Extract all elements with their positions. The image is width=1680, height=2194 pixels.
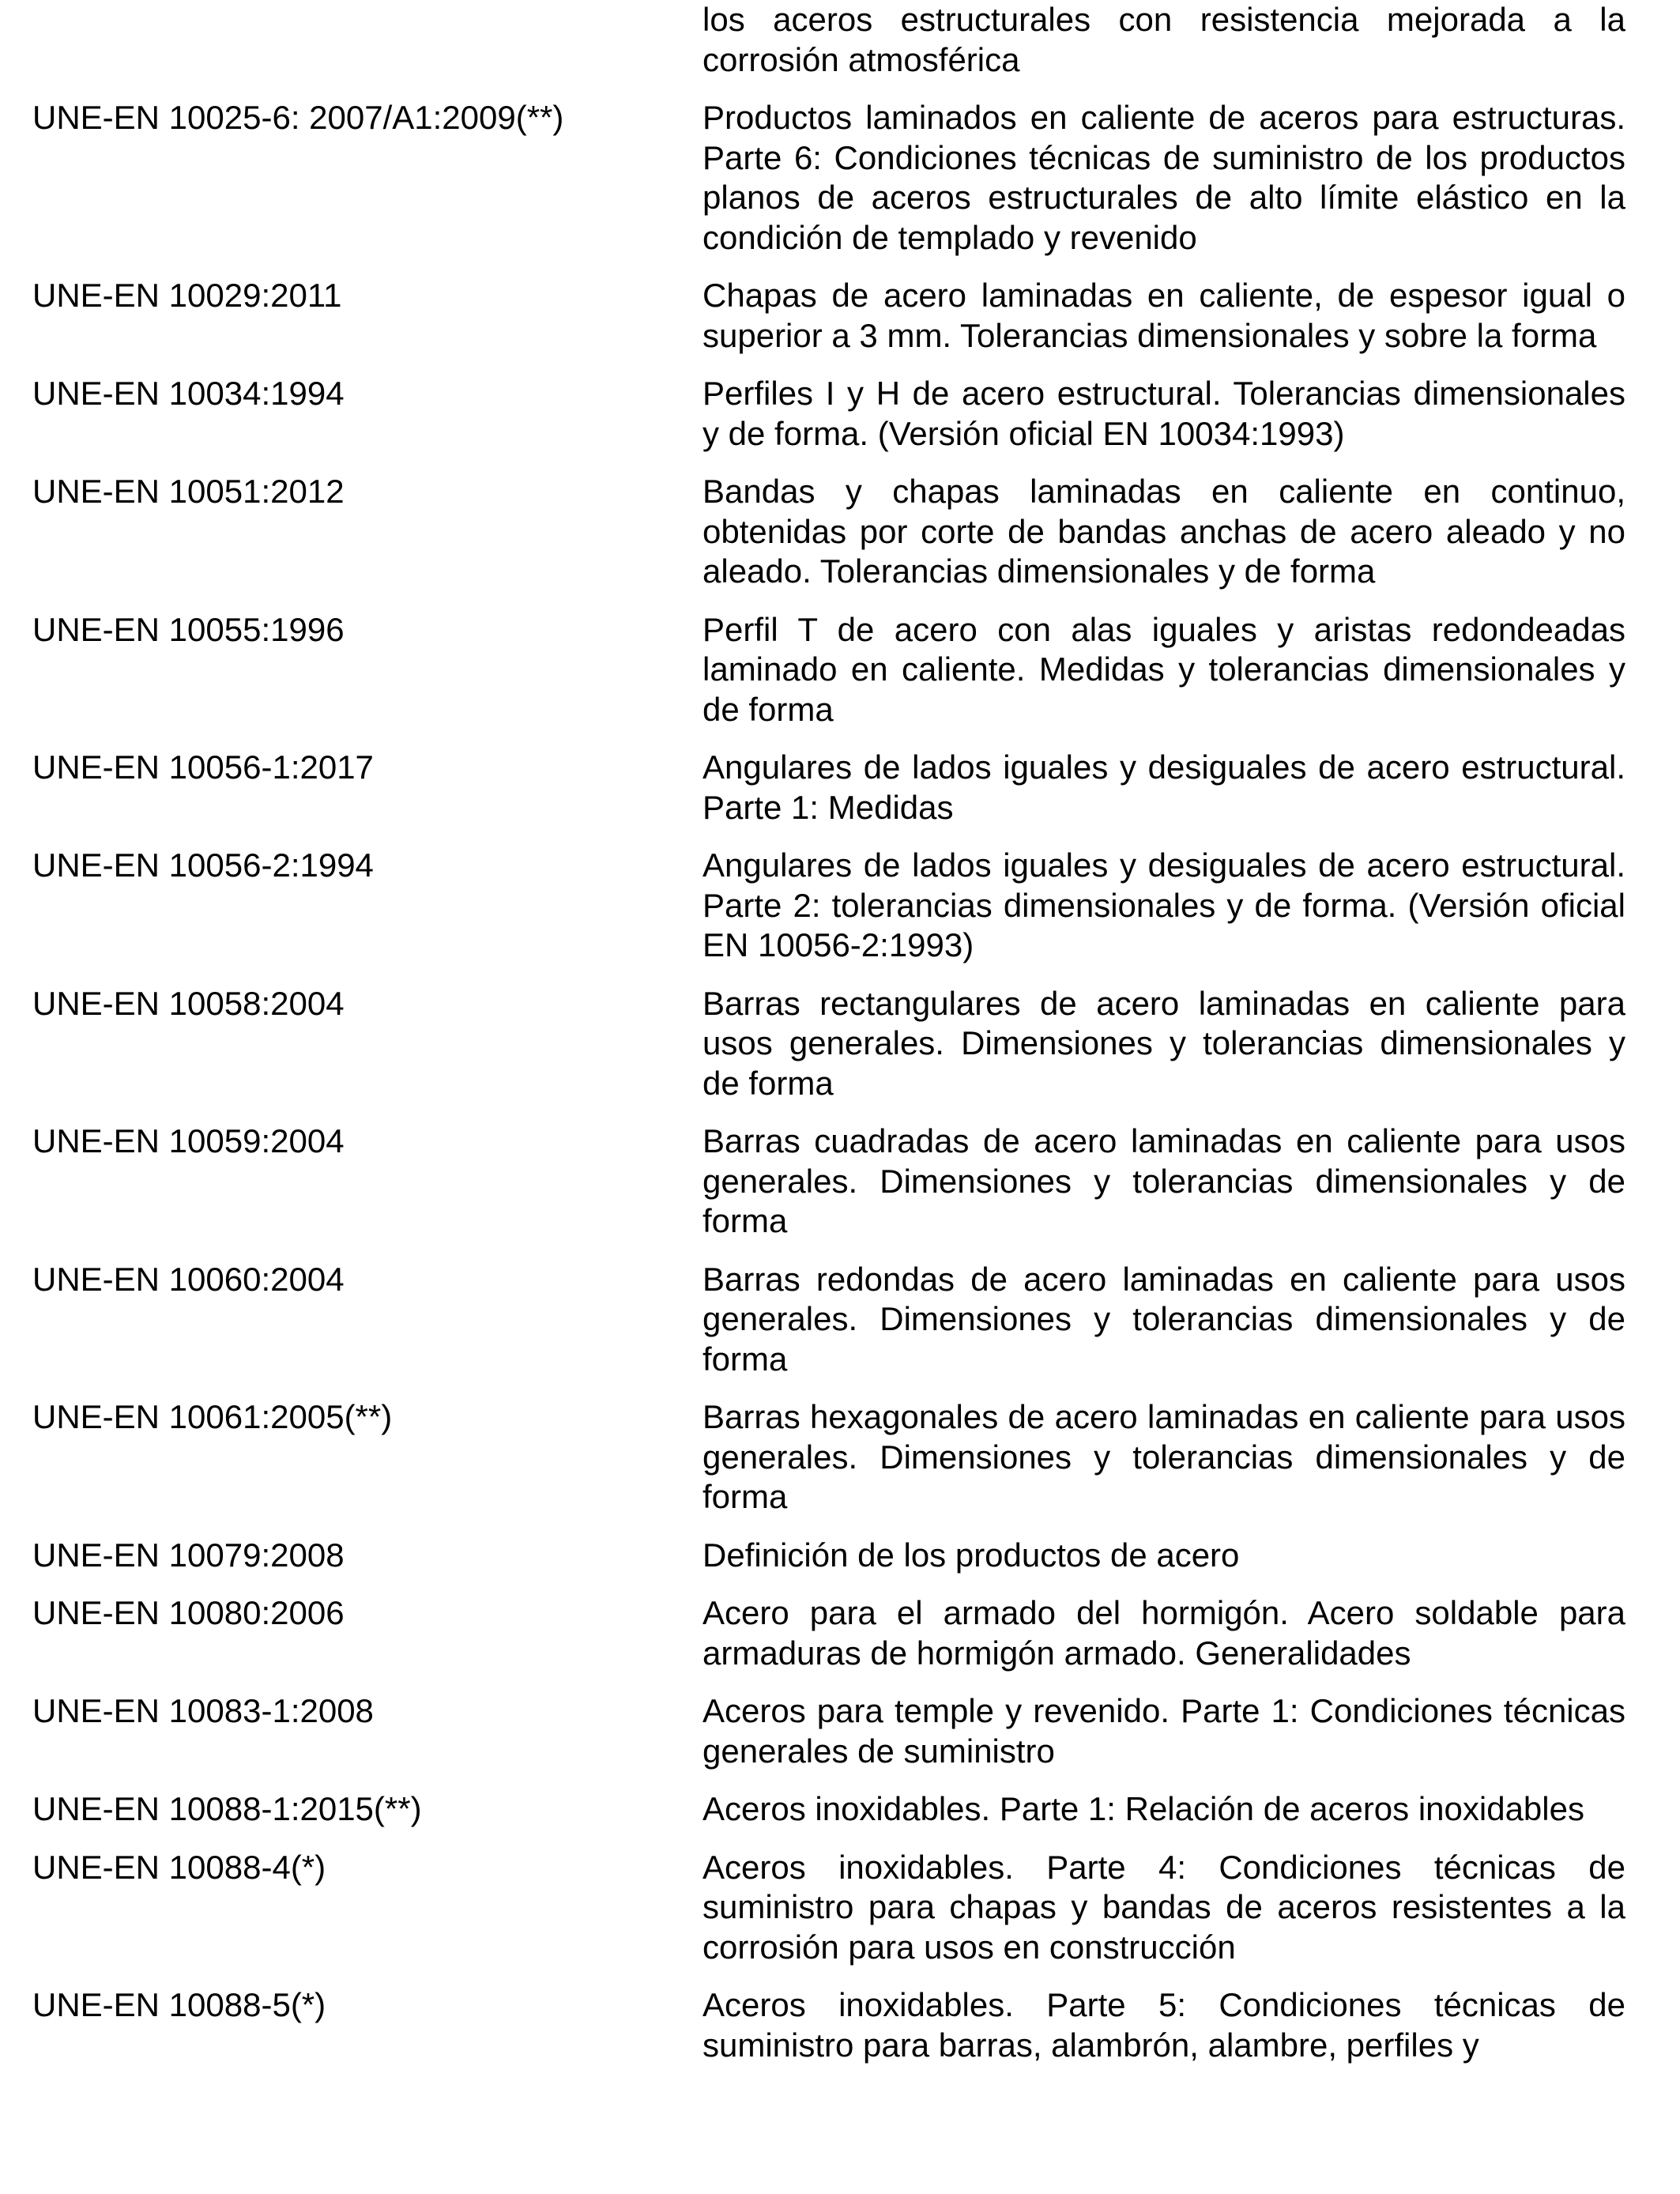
standard-code: UNE-EN 10058:2004 xyxy=(32,984,345,1022)
standard-description: Perfiles I y H de acero estructural. Tolerancias dimensionales y de forma. (Versión oficial EN 10034:1993) xyxy=(703,375,1625,452)
standard-code: UNE-EN 10088-4(*) xyxy=(32,1848,326,1886)
standard-code: UNE-EN 10079:2008 xyxy=(32,1536,345,1574)
standard-code: UNE-EN 10051:2012 xyxy=(32,473,345,510)
standard-description: Aceros inoxidables. Parte 1: Relación de aceros inoxidables xyxy=(703,1790,1584,1827)
standard-row xyxy=(32,748,1625,827)
standard-row xyxy=(32,1536,1625,1576)
standards-table xyxy=(32,98,1625,2083)
standard-row xyxy=(32,610,1625,730)
standard-code: UNE-EN 10060:2004 xyxy=(32,1260,345,1298)
standard-row xyxy=(32,984,1625,1104)
standard-code: UNE-EN 10034:1994 xyxy=(32,375,345,412)
standard-row xyxy=(32,1397,1625,1517)
standard-description: Barras rectangulares de acero laminadas en caliente para usos generales. Dimensiones y tolerancias dimensionales y de forma xyxy=(703,984,1625,1102)
standard-row xyxy=(32,98,1625,258)
standard-code: UNE-EN 10088-1:2015(**) xyxy=(32,1790,422,1827)
standard-code: UNE-EN 10061:2005(**) xyxy=(32,1398,393,1435)
standard-description: Aceros para temple y revenido. Parte 1: Condiciones técnicas generales de suministro xyxy=(703,1692,1625,1770)
standard-row xyxy=(32,1789,1625,1830)
standard-description: Angulares de lados iguales y desiguales de acero estructural. Parte 2: tolerancias dimensionales y de forma. (Versión oficial EN 10056-2:1993) xyxy=(703,846,1625,963)
standard-code: UNE-EN 10056-1:2017 xyxy=(32,748,374,786)
standard-code: UNE-EN 10055:1996 xyxy=(32,610,345,648)
standard-row xyxy=(32,1260,1625,1380)
standard-code: UNE-EN 10083-1:2008 xyxy=(32,1692,374,1729)
standard-code: UNE-EN 10056-2:1994 xyxy=(32,846,374,884)
standard-row xyxy=(32,1593,1625,1673)
standard-description: Perfil T de acero con alas iguales y aristas redondeadas laminado en caliente. Medidas y tolerancias dimensionales y de forma xyxy=(703,610,1625,728)
standard-row xyxy=(32,1691,1625,1771)
standard-description: Acero para el armado del hormigón. Acero soldable para armaduras de hormigón armado. Generalidades xyxy=(703,1594,1625,1672)
standard-description: Bandas y chapas laminadas en caliente en continuo, obtenidas por corte de bandas anchas de acero aleado y no aleado. Tolerancias dimensionales y de forma xyxy=(703,473,1625,590)
standard-row xyxy=(32,1122,1625,1242)
standard-row xyxy=(32,1985,1625,2065)
standard-description: Definición de los productos de acero xyxy=(703,1536,1240,1574)
standard-description: Aceros inoxidables. Parte 4: Condiciones técnicas de suministro para chapas y bandas de aceros resistentes a la corrosión para usos en construcción xyxy=(703,1848,1625,1966)
standard-description: Chapas de acero laminadas en caliente, de espesor igual o superior a 3 mm. Tolerancias dimensionales y sobre la forma xyxy=(703,277,1625,354)
continued-description: los aceros estructurales con resistencia mejorada a la corrosión atmosférica xyxy=(703,1,1625,78)
standard-row xyxy=(32,1848,1625,1968)
standard-code: UNE-EN 10059:2004 xyxy=(32,1122,345,1159)
standard-row xyxy=(32,276,1625,356)
standard-description: Productos laminados en caliente de aceros para estructuras. Parte 6: Condiciones técnicas de suministro de los productos planos de aceros estructurales de alto límite elástico en la condición de templado y revenido xyxy=(703,99,1625,256)
standard-description: Barras redondas de acero laminadas en caliente para usos generales. Dimensiones y tolerancias dimensionales y de forma xyxy=(703,1260,1625,1378)
standard-row xyxy=(32,374,1625,454)
standard-row xyxy=(32,472,1625,592)
standard-description: Barras hexagonales de acero laminadas en caliente para usos generales. Dimensiones y tolerancias dimensionales y de forma xyxy=(703,1398,1625,1515)
standard-code: UNE-EN 10080:2006 xyxy=(32,1594,345,1631)
standard-description: Aceros inoxidables. Parte 5: Condiciones técnicas de suministro para barras, alambrón, alambre, perfiles y xyxy=(703,1986,1625,2064)
standard-code: UNE-EN 10088-5(*) xyxy=(32,1986,326,2023)
standard-row xyxy=(32,846,1625,966)
standard-description: Barras cuadradas de acero laminadas en caliente para usos generales. Dimensiones y tolerancias dimensionales y de forma xyxy=(703,1122,1625,1239)
standard-code: UNE-EN 10025-6: 2007/A1:2009(**) xyxy=(32,99,564,136)
standard-code: UNE-EN 10029:2011 xyxy=(32,277,342,314)
standard-description: Angulares de lados iguales y desiguales de acero estructural. Parte 1: Medidas xyxy=(703,748,1625,826)
